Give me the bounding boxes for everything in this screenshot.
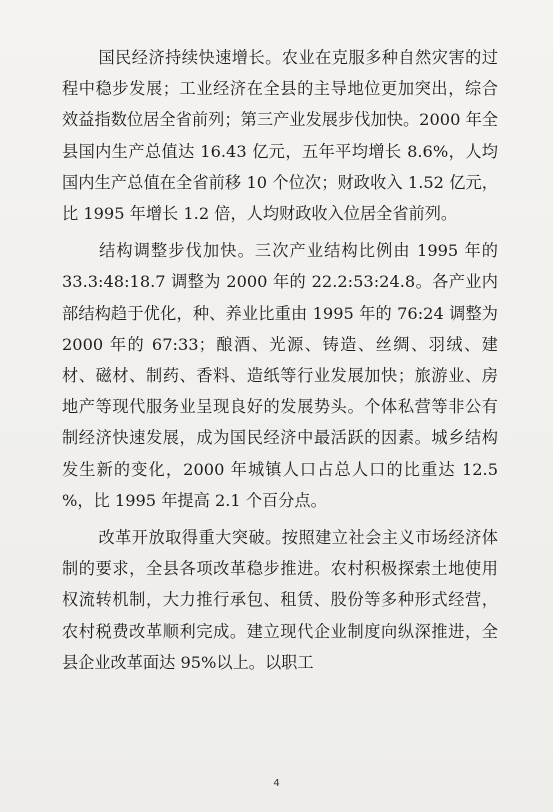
page-number: 4 bbox=[273, 778, 280, 789]
paragraph-text: 结构调整步伐加快。三次产业结构比例由 1995 年的 33.3:48:18.7 调整为 2000 年的 22.2:53:24.8。各产业内部结构趋于优化，种、养业比重由 1995 年的 76:24 调整为 2000 年的 67:33；酿酒、光源、铸造、丝绸、羽绒、建材、磁材、制药、香料、造纸等行业发展加快；旅游业、房地产等现代服务业呈现良好的发展势头。个体私营等非公有制经济快速发展，成为国民经济中最活跃的因素。城乡结构发生新的变化，2000 年城镇人口占总人口的比重达 12.5 %，比 1995 年提高 2.1 个百分点。 bbox=[62, 241, 498, 510]
document-body bbox=[62, 42, 498, 678]
paragraph-structural-adjustment bbox=[62, 235, 498, 516]
paragraph-economic-growth bbox=[62, 42, 498, 229]
paragraph-reform-opening bbox=[62, 522, 498, 678]
paragraph-text: 国民经济持续快速增长。农业在克服多种自然灾害的过程中稳步发展；工业经济在全县的主导地位更加突出，综合效益指数位居全省前列；第三产业发展步伐加快。2000 年全县国内生产总值达 16.43 亿元，五年平均增长 8.6%，人均国内生产总值在全省前移 10 个位次；财政收入 1.52 亿元，比 1995 年增长 1.2 倍，人均财政收入位居全省前列。 bbox=[62, 48, 498, 224]
paragraph-text: 改革开放取得重大突破。按照建立社会主义市场经济体制的要求，全县各项改革稳步推进。农村积极探索土地使用权流转机制，大力推行承包、租赁、股份等多种形式经营，农村税费改革顺利完成。建立现代企业制度向纵深推进，全县企业改革面达 95%以上。以职工 bbox=[62, 528, 498, 672]
